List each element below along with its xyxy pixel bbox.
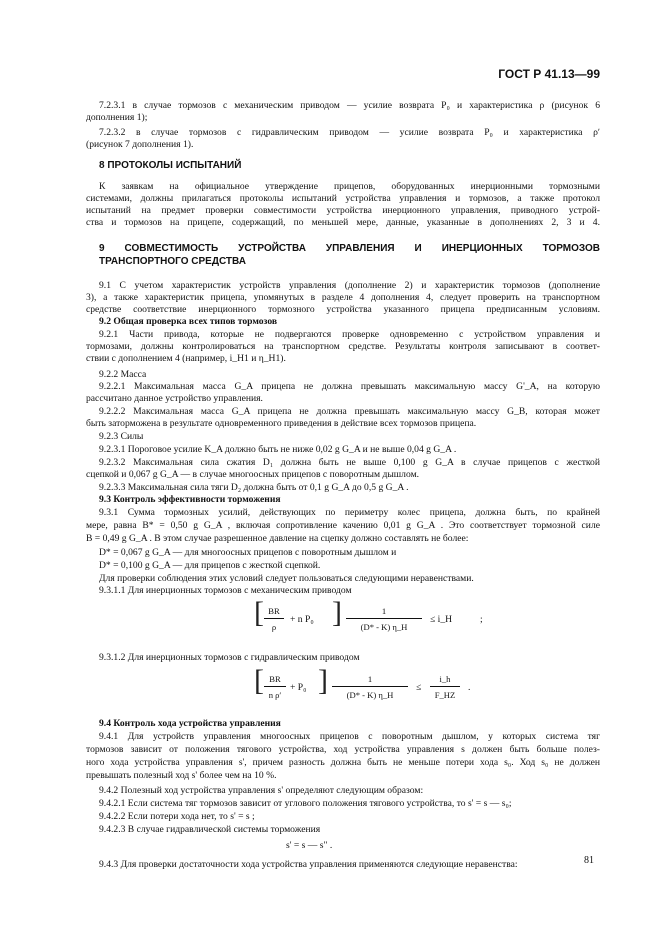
- formula-term: ≤: [416, 682, 422, 693]
- text-line: Для проверки соблюдения этих условий следует пользоваться следующими неравенствами.: [99, 573, 474, 584]
- text-line: 9.4.2.2 Если потери хода нет, то s' = s ;: [99, 811, 255, 822]
- section-heading: 9 СОВМЕСТИМОСТЬ УСТРОЙСТВА УПРАВЛЕНИЯ И ИНЕРЦИОННЫХ ТОРМОЗОВ: [99, 243, 600, 254]
- text-line: (рисунок 7 дополнения 1).: [86, 139, 194, 150]
- subsection-heading: 9.4 Контроль хода устройства управления: [99, 718, 281, 729]
- text-line: 9.2.3 Силы: [99, 431, 144, 442]
- formula-fraction: [264, 606, 284, 632]
- text-line: 9.2.1 Части привода, которые не подвергаются проверке одновременно с устройством управления и: [99, 329, 600, 340]
- text-line: К заявкам на официальное утверждение прицепов, оборудованных инерционными тормозными: [99, 181, 600, 192]
- text-line: мере, равна B* = 0,50 g G_A , включая сопротивление качению 0,01 g G_A . Это соответствует тормозной силе: [86, 520, 600, 531]
- formula-den: ρ: [271, 622, 277, 632]
- formula-term: ;: [480, 614, 483, 625]
- text-line: 3), а также характеристик прицепа, упомянутых в разделе 4 дополнения 4, следует проверить на транспортном: [86, 292, 600, 303]
- text-line: 9.4.1 Для устройств управления многоосных прицепов с поворотным дышлом, у которых система тяг: [99, 731, 600, 742]
- text-line: 9.2.3.1 Пороговое усилие K_A должно быть не ниже 0,02 g G_A и не выше 0,04 g G_A .: [99, 444, 457, 455]
- formula-num: i_h: [439, 674, 451, 684]
- text-line: ного хода устройства управления s', причем разность должна быть не меньше потери хода s₀. Ход s₀ не должен: [86, 757, 600, 768]
- formula-den: (D* - K) η_H: [346, 690, 394, 700]
- subsection-heading: 9.3 Контроль эффективности торможения: [99, 494, 281, 505]
- text-line: 7.2.3.2 в случае тормозов с гидравлическим приводом — усилие возврата P₀ и характеристика ρʹ: [99, 127, 600, 138]
- subsection-heading: 9.2 Общая проверка всех типов тормозов: [99, 316, 278, 327]
- text-line: системами, должны прилагаться протоколы испытаний устройства управления и тормозов, а также протокол: [86, 193, 600, 204]
- formula-num: 1: [381, 606, 387, 616]
- formula-fraction: [264, 674, 286, 700]
- formula-den: F_HZ: [434, 690, 456, 700]
- text-line: средстве соответствие инерционного тормозного устройства указанного прицепа предписанным условиям.: [86, 304, 600, 315]
- formula-den: n ρʹ: [268, 690, 282, 700]
- text-line: 9.2.3.3 Максимальная сила тяги D₂ должна быть от 0,1 g G_A до 0,5 g G_A .: [99, 482, 409, 493]
- formula-num: BR: [268, 606, 280, 616]
- text-line: 9.4.3 Для проверки достаточности хода устройства управления применяются следующие неравенства:: [99, 859, 518, 870]
- text-line: 7.2.3.1 в случае тормозов с механическим приводом — усилие возврата P₀ и характеристика ρ (рисунок 6: [99, 100, 600, 111]
- text-line: 9.1 С учетом характеристик устройств управления (дополнение 2) и характеристик тормозов (дополнение: [99, 280, 600, 291]
- text-line: B = 0,49 g G_A . В этом случае разрешенное давление на сцепку должно составлять не более:: [86, 533, 469, 544]
- text-line: превышать полезный ход s' более чем на 10 %.: [86, 770, 277, 781]
- text-line: 9.2.3.2 Максимальная сила сжатия D₁ должна быть не выше 0,100 g G_A в случае прицепов с жесткой: [99, 457, 600, 468]
- formula-num: BR: [269, 674, 281, 684]
- text-line: 9.4.2.3 В случае гидравлической системы торможения: [99, 824, 321, 835]
- formula-mechanical: [ BR ρ + n P₀ ] 1 (D* - K) η_H ≤ i_H ;: [254, 596, 483, 632]
- text-line: 9.4.2 Полезный ход устройства управления s' определяют следующим образом:: [99, 785, 424, 796]
- formula-den: (D* - K) η_H: [360, 622, 408, 632]
- text-line: тормозами, должны контролироваться на транспортном средстве. Результаты контроля записывают в соответ-: [86, 341, 600, 352]
- formula-term: + n P₀: [290, 614, 314, 625]
- page-header: ГОСТ Р 41.13—99: [498, 67, 600, 81]
- text-line: 9.2.2.1 Максимальная масса G_A прицепа не должна превышать максимальную массу G'_A, на которую: [99, 381, 600, 392]
- text-line: D* = 0,100 g G_A — для прицепов с жесткой сцепкой.: [99, 560, 321, 571]
- formula-term: + P₀: [290, 682, 307, 693]
- formula-term: ≤ i_H: [430, 614, 453, 625]
- text-line: 9.3.1.2 Для инерционных тормозов с гидравлическим приводом: [99, 652, 360, 663]
- text-line: сцепкой и 0,067 g G_A — в случае многоосных прицепов с поворотным дышлом.: [86, 469, 420, 480]
- text-line: ства и тормозов на прицепе, содержащий, по меньшей мере, данные, указанные в дополнениях 2, 3 и 4.: [86, 217, 600, 228]
- formula-line: s' = s — s" .: [286, 840, 333, 851]
- text-line: 9.2.2.2 Максимальная масса G_A прицепа не должна превышать максимальную массу G_B, которая может: [99, 406, 600, 417]
- text-line: испытаний на предмет проверки совместимости устройства инерционного управления, приводного устрой-: [86, 205, 600, 216]
- text-line: 9.3.1 Сумма тормозных усилий, действующих по периметру колес прицепа, должна быть, по крайней: [99, 507, 600, 518]
- text-line: дополнения 1);: [86, 112, 148, 123]
- text-line: D* = 0,067 g G_A — для многоосных прицепов с поворотным дышлом и: [99, 547, 397, 558]
- text-line: ствии с дополнением 4 (например, i_H1 и η_H1).: [86, 353, 286, 364]
- formula-hydraulic: [ BR n ρʹ + P₀ ] 1 (D* - K) η_H ≤ i_h F_HZ .: [254, 664, 471, 700]
- section-heading: 8 ПРОТОКОЛЫ ИСПЫТАНИЙ: [99, 160, 242, 171]
- text-line: 9.3.1.1 Для инерционных тормозов с механическим приводом: [99, 585, 352, 596]
- formula-fraction: [332, 674, 408, 700]
- formula-fraction: [430, 674, 460, 700]
- text-line: 9.2.2 Масса: [99, 369, 147, 380]
- section-heading: ТРАНСПОРТНОГО СРЕДСТВА: [99, 256, 246, 267]
- text-line: 9.4.2.1 Если система тяг тормозов зависит от углового положения тягового устройства, то s' = s — s₀;: [99, 798, 512, 809]
- formula-term: .: [468, 682, 471, 693]
- text-line: быть заторможена в результате одновременного приведения в действие всех тормозов прицепа.: [86, 418, 477, 429]
- formula-num: 1: [367, 674, 373, 684]
- page-number: 81: [584, 855, 594, 866]
- formula-fraction: [346, 606, 422, 632]
- text-line: тормозов зависит от положения тягового устройства, ход устройства управления s должен быть больше полез-: [86, 744, 600, 755]
- text-line: рассчитано данное устройство управления.: [86, 393, 263, 404]
